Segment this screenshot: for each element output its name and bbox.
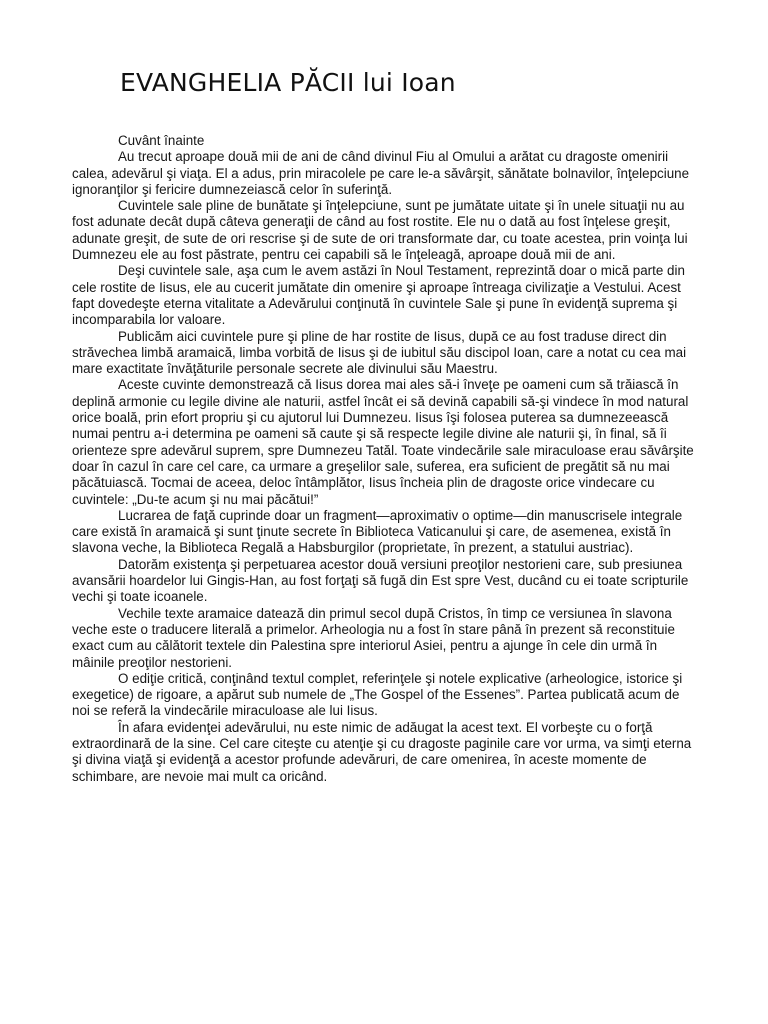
- paragraph: Cuvintele sale pline de bunătate şi înţelepciune, sunt pe jumătate uitate şi în unele situaţii nu au fost adunate decât după câteva generaţii de când au fost rostite. Ele nu o dată au fost înţelese greşit, adunate greşit, de sute de ori rescrise şi de sute de ori transformate dar, cu toate acestea, prin voinţa lui Dumnezeu ele au fost păstrate, pentru cei capabili să le înţeleagă, aproape două mii de ani.: [72, 198, 688, 263]
- paragraph: Aceste cuvinte demonstrează că Iisus dorea mai ales să-i înveţe pe oameni cum să trăiască în deplină armonie cu legile divine ale naturii, astfel încât ei să devină capabili să-şi vindece în mod natural orice boală, prin efort propriu şi cu ajutorul lui Dumnezeu. Iisus îşi folosea puterea sa dumnezeească numai pentru a-i determina pe oameni să caute şi să respecte legile divine ale naturii şi, în final, să îi orienteze spre adevărul suprem, spre Dumnezeu Tatăl. Toate vindecările sale miraculoase erau săvârşite doar în cazul în care cel care, ca urmare a greşelilor sale, suferea, era suficient de pregătit să nu mai păcătuiască. Tocmai de aceea, deloc întâmplător, Iisus încheia plin de dragoste orice vindecare cu cuvintele: „Du-te acum şi nu mai păcătui!”: [72, 377, 694, 507]
- section-heading: Cuvânt înainte: [118, 133, 205, 148]
- paragraph: Vechile texte aramaice datează din primul secol după Cristos, în timp ce versiunea în slavona veche este o traducere literală a primelor. Arheologia nu a fost în stare până în prezent să reconstituie exact cum au călătorit textele din Palestina spre interiorul Asiei, pentru a ajunge în cele din urmă în mâinile preoţilor nestorieni.: [72, 605, 675, 670]
- paragraph: Publicăm aici cuvintele pure şi pline de har rostite de Iisus, după ce au fost traduse direct din străvechea limbă aramaică, limba vorbită de Iisus şi de iubitul său discipol Ioan, care a notat cu cea mai mare exactitate învăţăturile personale secrete ale divinului său Maestru.: [72, 328, 687, 377]
- document-title: EVANGHELIA PĂCII lui Ioan: [120, 68, 456, 97]
- paragraph: Deşi cuvintele sale, aşa cum le avem astăzi în Noul Testament, reprezintă doar o mică parte din cele rostite de Iisus, ele au cucerit jumătate din omenire şi aproape întreaga civilizaţie a Vestului. Acest fapt dovedeşte eterna vitalitate a Adevărului conţinută în cuvintele Sale şi pune în evidenţă suprema şi incomparabila lor valoare.: [72, 263, 685, 328]
- paragraph: Datorăm existenţa şi perpetuarea acestor două versiuni preoţilor nestorieni care, sub presiunea avansării hoardelor lui Gingis-Han, au fost forţaţi să fugă din Est spre Vest, ducând cu ei toate scripturile vechi şi toate icoanele.: [72, 556, 689, 605]
- paragraph: Au trecut aproape două mii de ani de când divinul Fiu al Omului a arătat cu dragoste omenirii calea, adevărul şi viaţa. El a adus, prin miracolele pe care le-a săvârşit, sănătate bolnavilor, înţelepciune ignoranţilor şi fericire dumnezeiască celor în suferinţă.: [72, 149, 690, 197]
- paragraph: În afara evidenţei adevărului, nu este nimic de adăugat la acest text. El vorbeşte cu o forţă extraordinară de la sine. Cel care citeşte cu atenţie şi cu dragoste paginile care vor urma, va simţi eterna şi divina viaţă şi evidenţă a acestor profunde adevăruri, de care omenirea, în aceste momente de schimbare, are nevoie mai mult ca oricând.: [72, 719, 692, 784]
- paragraph: O ediţie critică, conţinând textul complet, referinţele şi notele explicative (arheologice, istorice şi exegetice) de rigoare, a apărut sub numele de „The Gospel of the Essenes”. Partea publicată acum de noi se referă la vindecările miraculoase ale lui Iisus.: [72, 670, 683, 719]
- document-body: [72, 133, 694, 785]
- paragraph: Lucrarea de faţă cuprinde doar un fragment—aproximativ o optime—din manuscrisele integrale care există în aramaică şi sunt ţinute secrete în Biblioteca Vaticanului şi care, de asemenea, există în slavona veche, la Biblioteca Regală a Habsburgilor (proprietate, în prezent, a statului austriac).: [72, 507, 683, 556]
